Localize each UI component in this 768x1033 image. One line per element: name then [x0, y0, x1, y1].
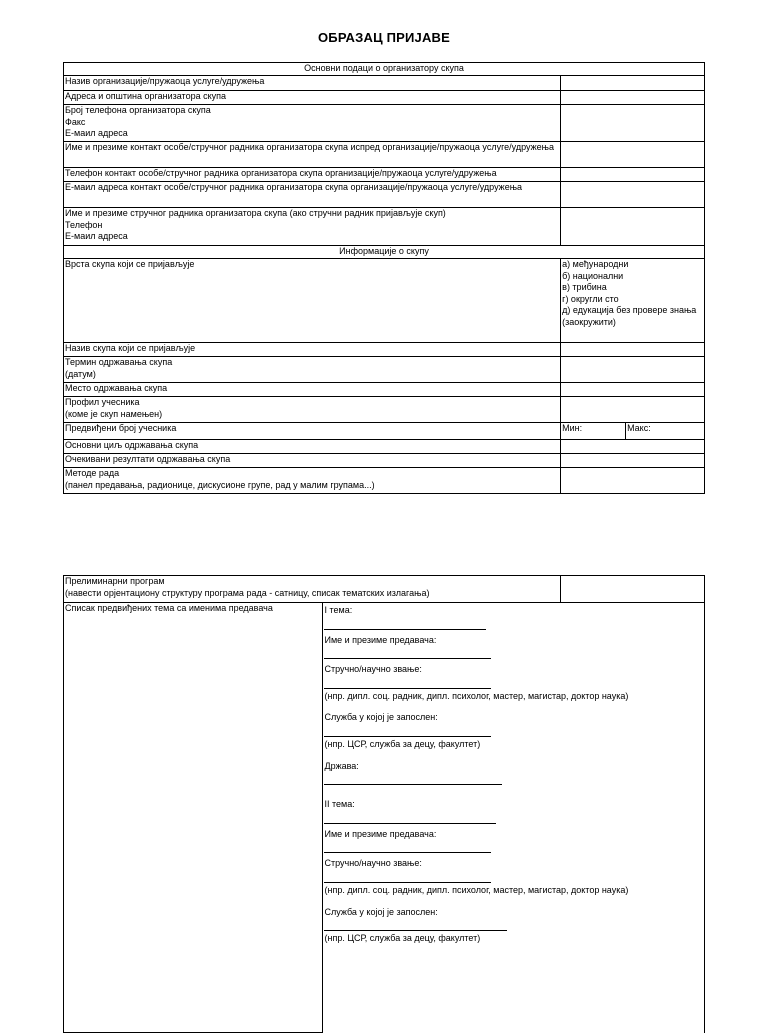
input-event-place[interactable]: [561, 383, 705, 397]
row-contact-email: Е-маил адреса контакт особе/стручног радника организатора скупа организације/пружаоца услуге/удружења: [64, 182, 561, 208]
topic2-title-label: Стручно/научно звање:: [324, 858, 422, 869]
input-contact-phone[interactable]: [561, 168, 705, 182]
input-goal[interactable]: [561, 440, 705, 454]
topic2-title-hint: (нпр. дипл. соц. радник, дипл. психолог, мастер, магистар, доктор наука): [324, 884, 629, 895]
row-goal: Основни циљ одржавања скупа: [64, 440, 561, 454]
topic1-country-label: Држава:: [324, 760, 359, 771]
event-type-options[interactable]: а) међународни б) национални в) трибина г) округли сто д) едукација без провере знања (заокружити): [561, 259, 705, 343]
input-event-name[interactable]: [561, 343, 705, 357]
topic1-employer-hint: (нпр. ЦСР, служба за децу, факултет): [324, 738, 481, 749]
section-header-organizer: Основни подаци о организатору скупа: [64, 63, 705, 76]
row-methods: Методе рада (панел предавања, радионице, дискусионе групе, рад у малим групама...): [64, 468, 561, 494]
row-preliminary-program: Прелиминарни програм (навести орјентациону структуру програма рада - сатницу, списак тематских излагања): [64, 576, 561, 603]
topic2-title-line[interactable]: [324, 882, 491, 883]
max-field[interactable]: Макс:: [626, 423, 705, 440]
row-event-type: Врста скупа који се пријављује: [64, 259, 561, 343]
row-phone-fax-email: Број телефона организатора скупа Факс Е-маил адреса: [64, 105, 561, 142]
row-address: Адреса и општина организатора скупа: [64, 91, 561, 105]
topic2-employer-line[interactable]: [324, 930, 507, 931]
input-contact-name[interactable]: [561, 142, 705, 168]
row-expected-results: Очекивани резултати одржавања скупа: [64, 454, 561, 468]
topic2-employer-label: Служба у којој је запослен:: [324, 906, 438, 917]
input-expected-results[interactable]: [561, 454, 705, 468]
row-expert: Име и презиме стручног радника организатора скупа (ако стручни радник пријављује скуп) Телефон Е-маил адреса: [64, 208, 561, 246]
row-contact-name: Име и презиме контакт особе/стручног радника организатора скупа испред организације/пружаоца услуге/удружења: [64, 142, 561, 168]
input-address[interactable]: [561, 91, 705, 105]
input-contact-email[interactable]: [561, 182, 705, 208]
topic1-title-line[interactable]: [324, 688, 491, 689]
row-event-name: Назив скупа који се пријављује: [64, 343, 561, 357]
input-organization-name[interactable]: [561, 76, 705, 91]
topics-block: [323, 603, 705, 1033]
organizer-table: [63, 62, 705, 494]
input-expert[interactable]: [561, 208, 705, 246]
topic1-line[interactable]: [324, 629, 486, 630]
row-topics: Списак предвиђених тема са именима предавача: [64, 603, 323, 1033]
row-participant-profile: Профил учесника (коме је скуп намењен): [64, 397, 561, 423]
topic1-employer-label: Служба у којој је запослен:: [324, 712, 438, 723]
row-organization-name: Назив организације/пружаоца услуге/удружења: [64, 76, 561, 91]
topic1-title-label: Стручно/научно звање:: [324, 664, 422, 675]
input-event-date[interactable]: [561, 357, 705, 383]
topic2-lecturer-line[interactable]: [324, 852, 491, 853]
topic1-title-hint: (нпр. дипл. соц. радник, дипл. психолог, мастер, магистар, доктор наука): [324, 690, 629, 701]
topic1-lecturer-line[interactable]: [324, 658, 491, 659]
min-field[interactable]: Мин:: [561, 423, 626, 440]
input-preliminary-program[interactable]: [561, 576, 705, 603]
row-event-date: Термин одржавања скупа (датум): [64, 357, 561, 383]
topic2-line[interactable]: [324, 823, 496, 824]
topic2-employer-hint: (нпр. ЦСР, служба за децу, факултет): [324, 933, 481, 944]
row-event-place: Место одржавања скупа: [64, 383, 561, 397]
topic1-lecturer-label: Име и презиме предавача:: [324, 634, 437, 645]
section-header-event: Информације о скупу: [64, 246, 705, 259]
page-title: ОБРАЗАЦ ПРИЈАВЕ: [317, 30, 451, 45]
input-phone-fax-email[interactable]: [561, 105, 705, 142]
topic2-lecturer-label: Име и презиме предавача:: [324, 828, 437, 839]
input-methods[interactable]: [561, 468, 705, 494]
program-table: [63, 575, 705, 1033]
input-participant-profile[interactable]: [561, 397, 705, 423]
topic1-employer-line[interactable]: [324, 736, 491, 737]
row-participant-count: Предвиђени број учесника: [64, 423, 561, 440]
row-contact-phone: Телефон контакт особе/стручног радника организатора скупа организације/пружаоца услуге/удружења: [64, 168, 561, 182]
topic1-label: I тема:: [324, 605, 353, 615]
topic1-country-line[interactable]: [324, 784, 502, 785]
topic2-label: II тема:: [324, 799, 355, 810]
